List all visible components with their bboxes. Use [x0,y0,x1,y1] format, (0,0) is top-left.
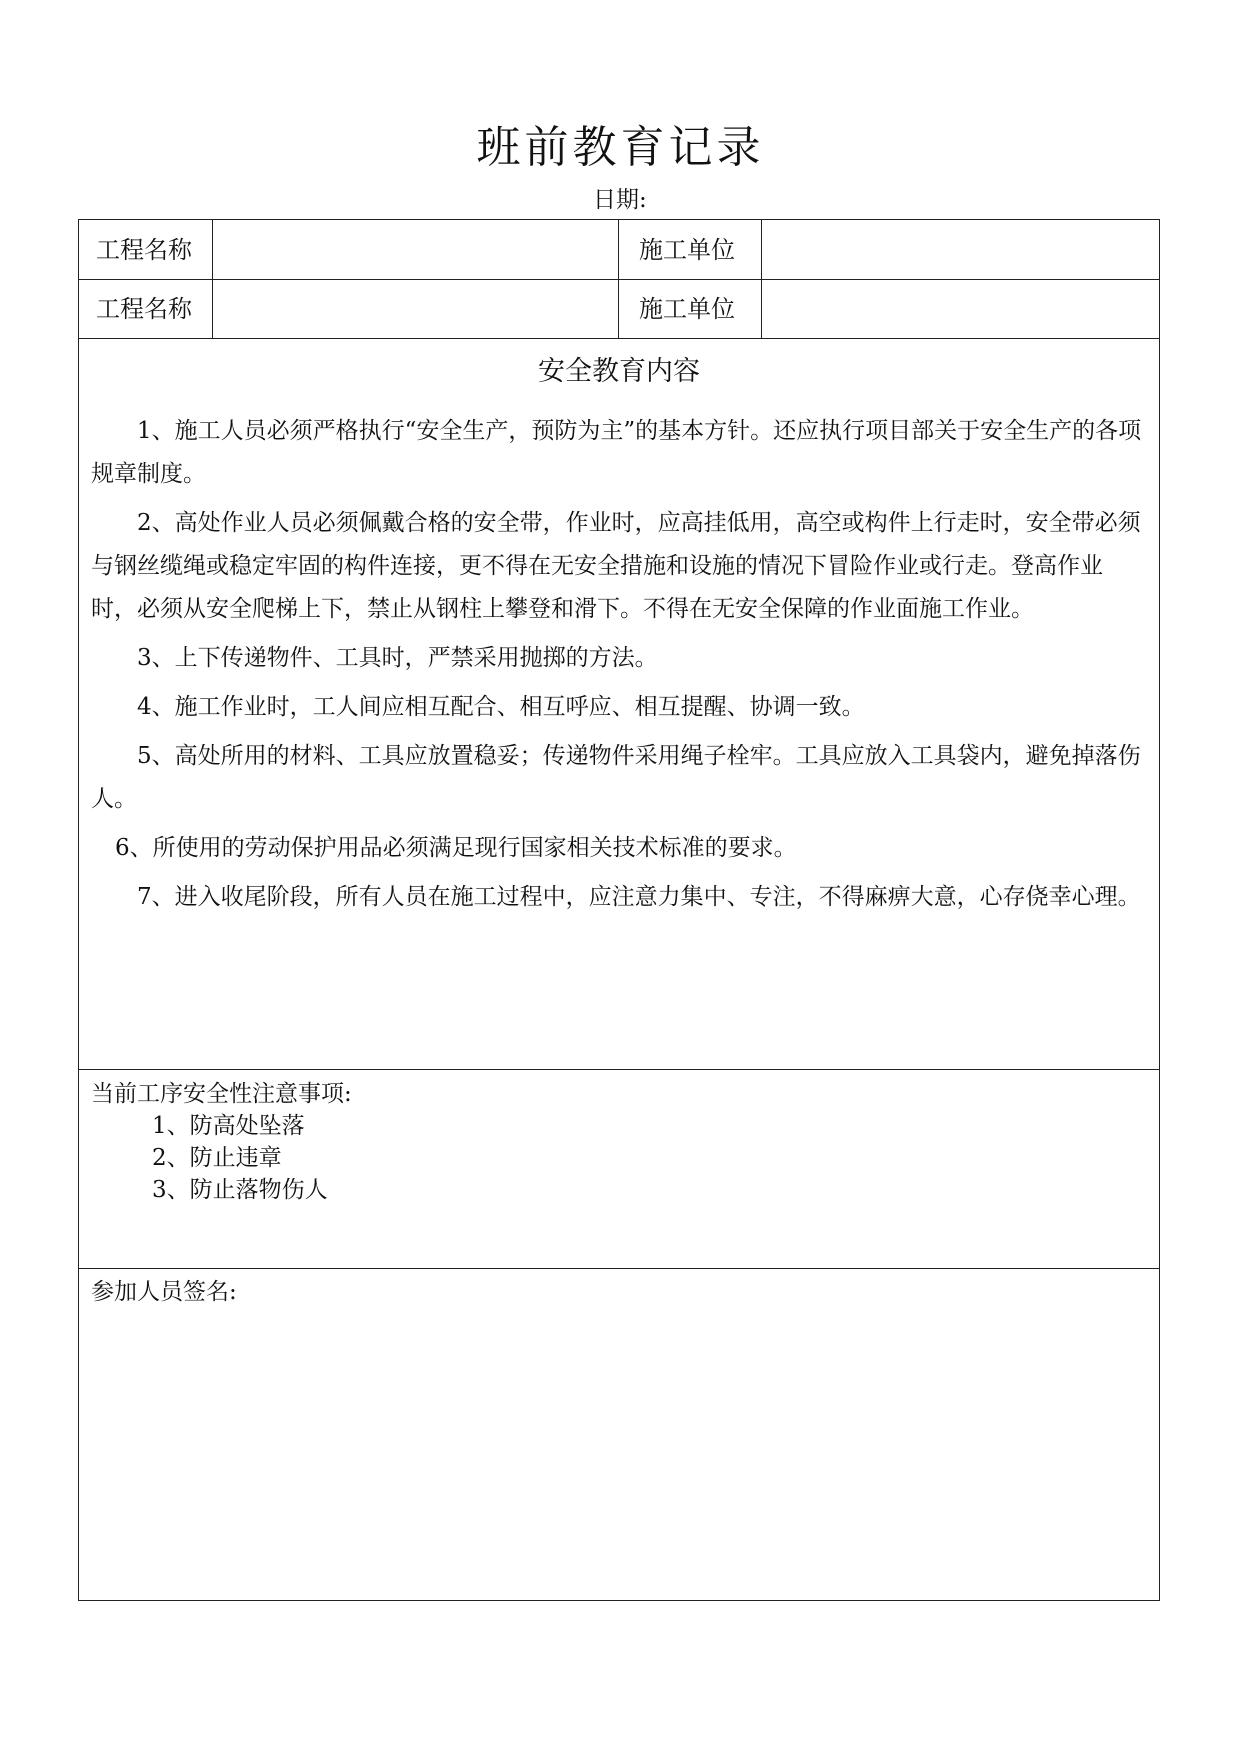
safety-note-item: 3、防止落物伤人 [152,1177,328,1203]
project-name-value[interactable] [225,235,605,265]
education-content [91,410,1147,925]
education-item: 2、高处作业人员必须佩戴合格的安全带，作业时，应高挂低用，高空或构件上行走时，安全带必须与钢丝缆绳或稳定牢固的构件连接，更不得在无安全措施和设施的情况下冒险作业或行走。登高作业时，必须从安全爬梯上下，禁止从钢柱上攀登和滑下。不得在无安全保障的作业面施工作业。 [91,510,1141,622]
section-divider [79,1069,1159,1070]
project-name-label: 工程名称 [96,236,192,264]
signature-title: 参加人员签名: [91,1279,237,1305]
project-name-label: 工程名称 [96,295,192,323]
education-item: 1、施工人员必须严格执行“安全生产，预防为主”的基本方针。还应执行项目部关于安全生产的各项规章制度。 [91,418,1142,487]
safety-notes-title: 当前工序安全性注意事项: [91,1081,352,1107]
education-item: 7、进入收尾阶段，所有人员在施工过程中，应注意力集中、专注，不得麻痹大意，心存侥幸心理。 [137,884,1141,910]
safety-note-item: 1、防高处坠落 [152,1113,305,1139]
project-name-value[interactable] [225,294,605,324]
safety-notes-list [152,1110,328,1206]
education-item: 3、上下传递物件、工具时，严禁采用抛掷的方法。 [137,645,658,671]
contractor-label: 施工单位 [639,236,735,264]
education-heading: 安全教育内容 [538,356,700,387]
education-item: 6、所使用的劳动保护用品必须满足现行国家相关技术标准的要求。 [115,835,797,861]
record-form [78,219,1160,1601]
safety-note-item: 2、防止违章 [152,1145,282,1171]
contractor-value[interactable] [774,235,1144,265]
education-item: 5、高处所用的材料、工具应放置稳妥；传递物件采用绳子栓牢。工具应放入工具袋内，避免掉落伤人。 [91,743,1141,812]
table-row-divider [79,279,1159,280]
table-row-divider [79,338,1159,339]
contractor-label: 施工单位 [639,295,735,323]
section-divider [79,1268,1159,1269]
document-title: 班前教育记录 [476,122,765,173]
date-label: 日期: [593,187,647,213]
education-item: 4、施工作业时，工人间应相互配合、相互呼应、相互提醒、协调一致。 [137,694,865,720]
contractor-value[interactable] [774,294,1144,324]
